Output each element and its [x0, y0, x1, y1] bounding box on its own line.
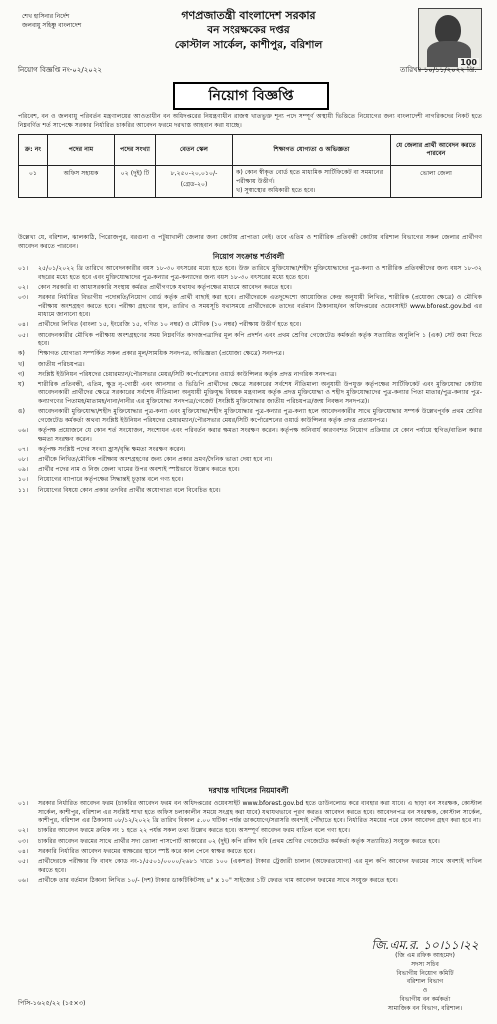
item-text: প্রার্থীদেরকে পরীক্ষার ফি বাবদ কোড নং-১/৫৫০১/০০০০/২৬৮১ খাতে ১০০ (একশত) টাকার ট্রেজারী চালান (অফেরতযোগ্য) এর মূল কপি আবেদন ফরমের সাথে অবশ্যই দাখিল করতে হবে। — [38, 857, 482, 874]
item-text: আবেদনকারীর মৌখিক পরীক্ষায় অংশগ্রহণের সময় নিম্নবর্ণিত কাগজপত্রাদির মূল কপি প্রদর্শন এবং প্রথম শ্রেণির গেজেটেড কর্মকর্তা কর্তৃক সত্যায়িত অনুলিপি ১ (এক) সেট জমা দিতে হবে। — [38, 331, 482, 348]
signatory-title-2: বিভাগীয় নিয়োগ কমিটি — [396, 969, 454, 977]
qualification-b: খ) সুস্বাস্থ্যের অধিকারী হতে হবে। — [236, 187, 316, 194]
cell-scale: ৮,২৫০-২০,০১০/- (গ্রেড-২০) — [156, 166, 233, 198]
office-name: বন সংরক্ষকের দপ্তর — [207, 24, 290, 36]
list-item — [18, 446, 482, 455]
conditions-list — [18, 265, 482, 497]
table-header-row — [19, 135, 482, 166]
item-text: চাকরির আবেদন ফরমে ক্রমিক নং ১ হতে ২২ পর্যন্ত সকল তথ্য উল্লেখ করতে হবে। অসম্পূর্ণ আবেদন ফরম বাতিল বলে গণ্য হবে। — [38, 827, 350, 835]
item-number: ক) — [18, 350, 25, 358]
item-number: ০৫। — [18, 857, 29, 865]
list-item — [18, 284, 482, 293]
cell-district: ভোলা জেলা — [391, 166, 482, 198]
item-number: গ) — [18, 370, 25, 378]
item-number: ০৯। — [18, 466, 29, 474]
slogan-line-2: জলবায়ু সহিষ্ণু বাংলাদেশ — [22, 22, 82, 29]
col-header-district: যে জেলার প্রার্থী আবেদন করতে পারবেন — [391, 135, 482, 166]
qualification-a: ক) কোন স্বীকৃত বোর্ড হতে মাধ্যমিক সার্টিফিকেট বা সমমানের পরীক্ষায় উত্তীর্ণ। — [236, 169, 384, 185]
centenary-badge: 100 — [460, 58, 477, 67]
signatory-title-1: সদস্য সচিব — [411, 960, 439, 968]
list-item — [18, 466, 482, 475]
memo-number: নিয়োগ বিজ্ঞপ্তি নং-০২/২০২২ — [18, 66, 102, 74]
conditions-heading: নিয়োগ সংক্রান্ত শর্তাবলী — [212, 252, 285, 261]
list-item — [18, 487, 482, 496]
list-item — [18, 800, 482, 826]
list-item — [18, 476, 482, 485]
slogan-line-1: শেখ হাসিনার নির্দেশ — [22, 13, 70, 20]
list-item — [18, 877, 482, 886]
government-name: গণপ্রজাতন্ত্রী বাংলাদেশ সরকার — [181, 9, 316, 22]
item-number: ঘ) — [18, 380, 25, 388]
item-number: ০৮। — [18, 456, 29, 463]
signature-block — [360, 938, 490, 1014]
cell-count: ০২ (দুই) টি — [115, 166, 156, 198]
list-item — [18, 427, 482, 444]
item-number: ০৬। — [18, 427, 29, 435]
item-text: সরকারি নির্ধারিত আবেদন ফরমের স্বাক্ষরের স্থানে স্পষ্ট করে কাল পেনে স্বাক্ষর করতে হবে। — [38, 847, 256, 855]
list-item — [18, 321, 482, 330]
signatory-title-3: বরিশাল বিভাগ — [406, 978, 444, 986]
col-header-post: পদের নাম — [48, 135, 115, 166]
vacancy-table — [18, 134, 482, 198]
item-number: ঙ) — [18, 408, 25, 416]
col-header-count: পদের সংখ্যা — [115, 135, 156, 166]
memo-date: তারিখঃ ১০/১১/২০২২ খ্রি. — [400, 66, 477, 74]
item-number: ০২। — [18, 283, 29, 291]
item-number: ০৪। — [18, 321, 29, 329]
item-text: ২৫/০১/২০২২ খ্রি তারিখে আবেদনকারীর বয়স ১৮-৩০ বৎসরের মধ্যে হতে হবে। উক্ত তারিখে মুক্তিযোদ্ধা/শহীদ মুক্তিযোদ্ধাদের পুত্র-কন্যা ও শারীরিক প্রতিবন্ধীদের জন্য বয়স ১৮-৩২ বছরের মধ্যে হতে হবে এবং মুক্তিযোদ্ধাদের পুত্র-কন্যার পুত্র-কন্যাদের জন্য বয়স ১৮-৩০ বৎসরের মধ্যে হতে হবে। — [38, 265, 482, 281]
item-text: আবেদনকারী মুক্তিযোদ্ধা/শহীদ মুক্তিযোদ্ধার পুত্র-কন্যা এবং মুক্তিযোদ্ধা/শহীদ মুক্তিযোদ্ধার পুত্র-কন্যার পুত্র-কন্যা হলে আবেদনকারীর সাথে মুক্তিযোদ্ধার সম্পর্ক উল্লেখপূর্বক প্রথম শ্রেণির গেজেটেড কর্মকর্তা অথবা সংশ্লিষ্ট ইউনিয়ন পরিষদের চেয়ারম্যান/পৌরসভার মেয়র/সিটি কর্পোরেশনের ওয়ার্ড কাউন্সিলর কর্তৃক প্রদত্ত প্রত্যয়নপত্র। — [38, 408, 482, 424]
cell-post: অফিস সহায়ক — [48, 166, 115, 198]
list-item — [18, 858, 482, 875]
item-text: প্রার্থীকে তার বর্তমান ঠিকানা লিখিত ১০/- (দশ) টাকার ডাকটিকিটসহ ৪" x ১০" সাইজের ১টি ফেরত খাম আবেদন ফরমের সাথে সংযুক্ত করতে হবে। — [38, 876, 398, 884]
item-text: প্রার্থীদের লিখিত (বাংলা ১৫, ইংরেজি ১৫, গণিত ১০ নম্বর) ও মৌখিক (১০ নম্বর) পরীক্ষায় উত্তীর্ণ হতে হবে। — [38, 321, 302, 329]
item-text: সরকার নির্ধারিত বিভাগীয় পদোন্নতি/নিয়োগ বোর্ড কর্তৃক প্রার্থী বাছাই করা হবে। প্রার্থীদেরকে এতদুদ্দেশ্যে আয়োজিত কেন্দ্র অনুযায়ী লিখিত, শারীরিক (প্রযোজ্য ক্ষেত্রে) ও মৌখিক পরীক্ষায় অংশগ্রহণ করতে হবে। পরীক্ষা গ্রহণের স্থান, তারিখ ও সময়সূচি যথাসময়ে প্রার্থীদেরকে তাদের বর্তমান ঠিকানায়/বন অধিদপ্তরের ওয়েবসাইট www.bforest.gov.bd এর মাধ্যমে জানানো হবে। — [38, 293, 482, 319]
item-text: কর্তৃপক্ষ প্রয়োজনে যে কোন শর্ত সংযোজন, সংশোধন এবং পরিবর্তন করার ক্ষমতা সংরক্ষণ করেন। কর্তৃপক্ষ অনিবার্য কারণবশত নিয়োগ প্রক্রিয়ার যে কোন পর্যায়ে স্থগিত/বাতিল করার ক্ষমতা সংরক্ষণ করেন। — [38, 427, 482, 443]
list-item — [18, 294, 482, 320]
item-number: ০৭। — [18, 445, 29, 453]
col-header-serial: ক্র: নং — [19, 135, 48, 166]
table-row — [19, 166, 482, 198]
list-item — [18, 350, 482, 359]
office-address: কোস্টাল সার্কেল, কাশীপুর, বরিশাল — [174, 39, 323, 51]
item-text: প্রার্থীর পদের নাম ও নিজ জেলা খামের উপর অবশ্যই স্পষ্টভাবে উল্লেখ করতে হবে। — [38, 466, 240, 474]
application-rules-heading: দরখাস্ত দাখিলের নিয়মাবলী — [208, 786, 289, 795]
list-item — [18, 456, 482, 465]
list-item — [18, 265, 482, 282]
col-header-qualification: শিক্ষাগত যোগ্যতা ও অভিজ্ঞতা — [233, 135, 391, 166]
col-header-scale: বেতন স্কেল — [156, 135, 233, 166]
item-text: সংশ্লিষ্ট ইউনিয়ন পরিষদের চেয়ারম্যান/পৌরসভার মেয়র/সিটি কর্পোরেশনের ওয়ার্ড কাউন্সিলর কর্তৃক প্রদত্ত নাগরিক সনদপত্র। — [38, 370, 337, 378]
item-text: কোন সরকারি বা আধাসরকারি সংস্থায় কর্মরত প্রার্থীগণকে যথাযথ কর্তৃপক্ষের মাধ্যমে আবেদন করতে হবে। — [38, 283, 292, 291]
list-item — [18, 827, 482, 836]
item-text: নিয়োগের বিষয়ে কোন প্রকার তদবির প্রার্থীর অযোগ্যতা বলে বিবেচিত হবে। — [38, 486, 221, 494]
item-text: নিয়োগের ব্যাপারে কর্তৃপক্ষের সিদ্ধান্তই চূড়ান্ত বলে গণ্য হবে। — [38, 476, 184, 484]
item-number: ১০। — [18, 476, 29, 484]
item-text: চাকরির আবেদন ফরমের সাথে প্রার্থীর সদ্য তোলা পাসপোর্ট আকারের ০২ (দুই) কপি রঙ্গিন ছবি (প্রথম শ্রেণির গেজেটেড কর্মকর্তা কর্তৃক সত্যায়িত) সংযুক্ত করতে হবে। — [38, 837, 440, 845]
item-text: সরকার নির্ধারিত আবেদন ফরম (চাকরির আবেদন ফরম বন অধিদপ্তরের ওয়েবসাইট www.bforest.gov.bd হতে ডাউনলোড করে ব্যবহার করা যাবে। এ ছাড়া বন সংরক্ষক, কোস্টাল সার্কেল, কাশীপুর, বরিশাল এর সংশ্লিষ্ট শাখা হতে অফিস চলাকালীন সময়ে সংগ্রহ করা যাবে) যথাযথভাবে পূরণ করতঃ আবেদন করতে হবে। আবেদনপত্র বন সংরক্ষক, কোস্টাল সার্কেল, কাশীপুর, বরিশাল এর ঠিকানায় ০৮/১২/২০২২ খ্রি তারিখ বিকাল ৫.০০ ঘটিকা পর্যন্ত ডাকযোগে/সরাসরি অবশ্যই পৌঁছাতে হবে। নির্ধারিত সময়ের পরে কোন আবেদন গ্রহণ করা হবে না। — [38, 800, 482, 825]
item-number: ০১। — [18, 800, 29, 807]
portrait-image — [418, 8, 482, 70]
notice-headline: নিয়োগ বিজ্ঞপ্তি — [173, 82, 329, 110]
item-number: ০৩। — [18, 293, 29, 301]
list-item — [18, 381, 482, 407]
quota-note: উল্লেখ্য যে, বরিশাল, ঝালকাঠি, পিরোজপুর, বরগুনা ও পটুয়াখালী জেলার জন্য কোটায় প্রাপ্যতা নেই। তবে এতিম ও শারীরিক প্রতিবন্ধী কোটায় বরিশাল বিভাগের সকল জেলার প্রার্থীগণ আবেদন করতে পারবেন। — [18, 234, 482, 250]
handwritten-signature: জি.এম.র. ১০।১১।২২ — [371, 938, 479, 952]
signatory-title-4: ও — [422, 987, 428, 995]
print-code: পিসি-১৬২৫/২২ (১৫×৩) — [18, 999, 86, 1007]
signatory-name: (জি এম রফিক আহমেদ) — [395, 952, 455, 959]
list-item — [18, 838, 482, 847]
item-number: ০৬। — [18, 876, 29, 884]
list-item — [18, 371, 482, 380]
item-text: শারীরিক প্রতিবন্ধী, এতিম, ক্ষুদ্র নৃ-গোষ্ঠী এবং আনসার ও ভিডিপি প্রার্থীদের ক্ষেত্রে সরকারের সর্বশেষ নীতিমালা অনুযায়ী উপযুক্ত কর্তৃপক্ষের সার্টিফিকেট এবং মুক্তিযোদ্ধা কোটায় আবেদনকারী প্রার্থীদের ক্ষেত্রে সরকারের সর্বশেষ নীতিমালা অনুযায়ী মুক্তিযুদ্ধ বিষয়ক মন্ত্রণালয় কর্তৃক প্রদত্ত মুক্তিযোদ্ধা ও শহীদ মুক্তিযোদ্ধাদের পুত্র-কন্যার পিতা মাতার/পুত্র-কন্যার পুত্র-কন্যাগণের পিতামহ/মাতামহ/নানা/নানীর এর মুক্তিযোদ্ধা সনদপত্র/গেজেট (সংশ্লিষ্ট মুক্তিযোদ্ধার জাতীয় পরিচয়পত্র/জন্ম নিবন্ধন সনদপত্র)। — [38, 380, 482, 406]
signatory-title-5: বিভাগীয় বন কর্মকর্তা — [399, 995, 451, 1003]
item-number: ০২। — [18, 827, 29, 835]
list-item — [18, 361, 482, 370]
application-rules-list — [18, 800, 482, 887]
signatory-title-6: সামাজিক বন বিভাগ, বরিশাল। — [387, 1004, 463, 1012]
cell-qualification — [233, 166, 391, 198]
item-text: কর্তৃপক্ষ সংশ্লিষ্ট পদের সংখ্যা হ্রাস/বৃদ্ধি ক্ষমতা সংরক্ষণ করেন। — [38, 445, 186, 453]
item-number: ০৪। — [18, 847, 29, 855]
list-item — [18, 332, 482, 349]
item-number: ১১। — [18, 486, 29, 494]
list-item — [18, 848, 482, 857]
item-text: প্রার্থীকে লিখিত/মৌখিক পরীক্ষায় অংশগ্রহণের জন্য কোন প্রকার ভ্রমণ/দৈনিক ভাতা দেয়া হবে না। — [38, 456, 273, 463]
item-number: খ) — [18, 360, 25, 368]
item-number: ০৫। — [18, 331, 29, 339]
item-number: ০৩। — [18, 837, 29, 845]
item-text: শিক্ষাগত যোগ্যতা সম্পর্কিত সকল প্রকার মূল/সাময়িক সনদপত্র, অভিজ্ঞতা (প্রযোজ্য ক্ষেত্রে) সনদপত্র। — [38, 350, 285, 358]
list-item — [18, 408, 482, 425]
item-number: ০১। — [18, 265, 29, 272]
cell-serial: ০১ — [19, 166, 48, 198]
intro-paragraph: পরিবেশ, বন ও জলবায়ু পরিবর্তন মন্ত্রণালয়ের আওতাধীন বন অধিদপ্তরের নিয়ন্ত্রণাধীন রাজস্ব খাতভুক্ত শূন্য পদে সম্পূর্ণ অস্থায়ী ভিত্তিতে নিয়োগের জন্য বাংলাদেশী নাগরিকদের নিকট হতে নিম্নবর্ণিত শর্ত সাপেক্ষে সরকার নির্ধারিত চাকরির আবেদন ফরমে দরখাস্ত আহবান করা যাচ্ছে। — [18, 113, 482, 129]
item-text: জাতীয় পরিচয়পত্র। — [38, 360, 85, 368]
